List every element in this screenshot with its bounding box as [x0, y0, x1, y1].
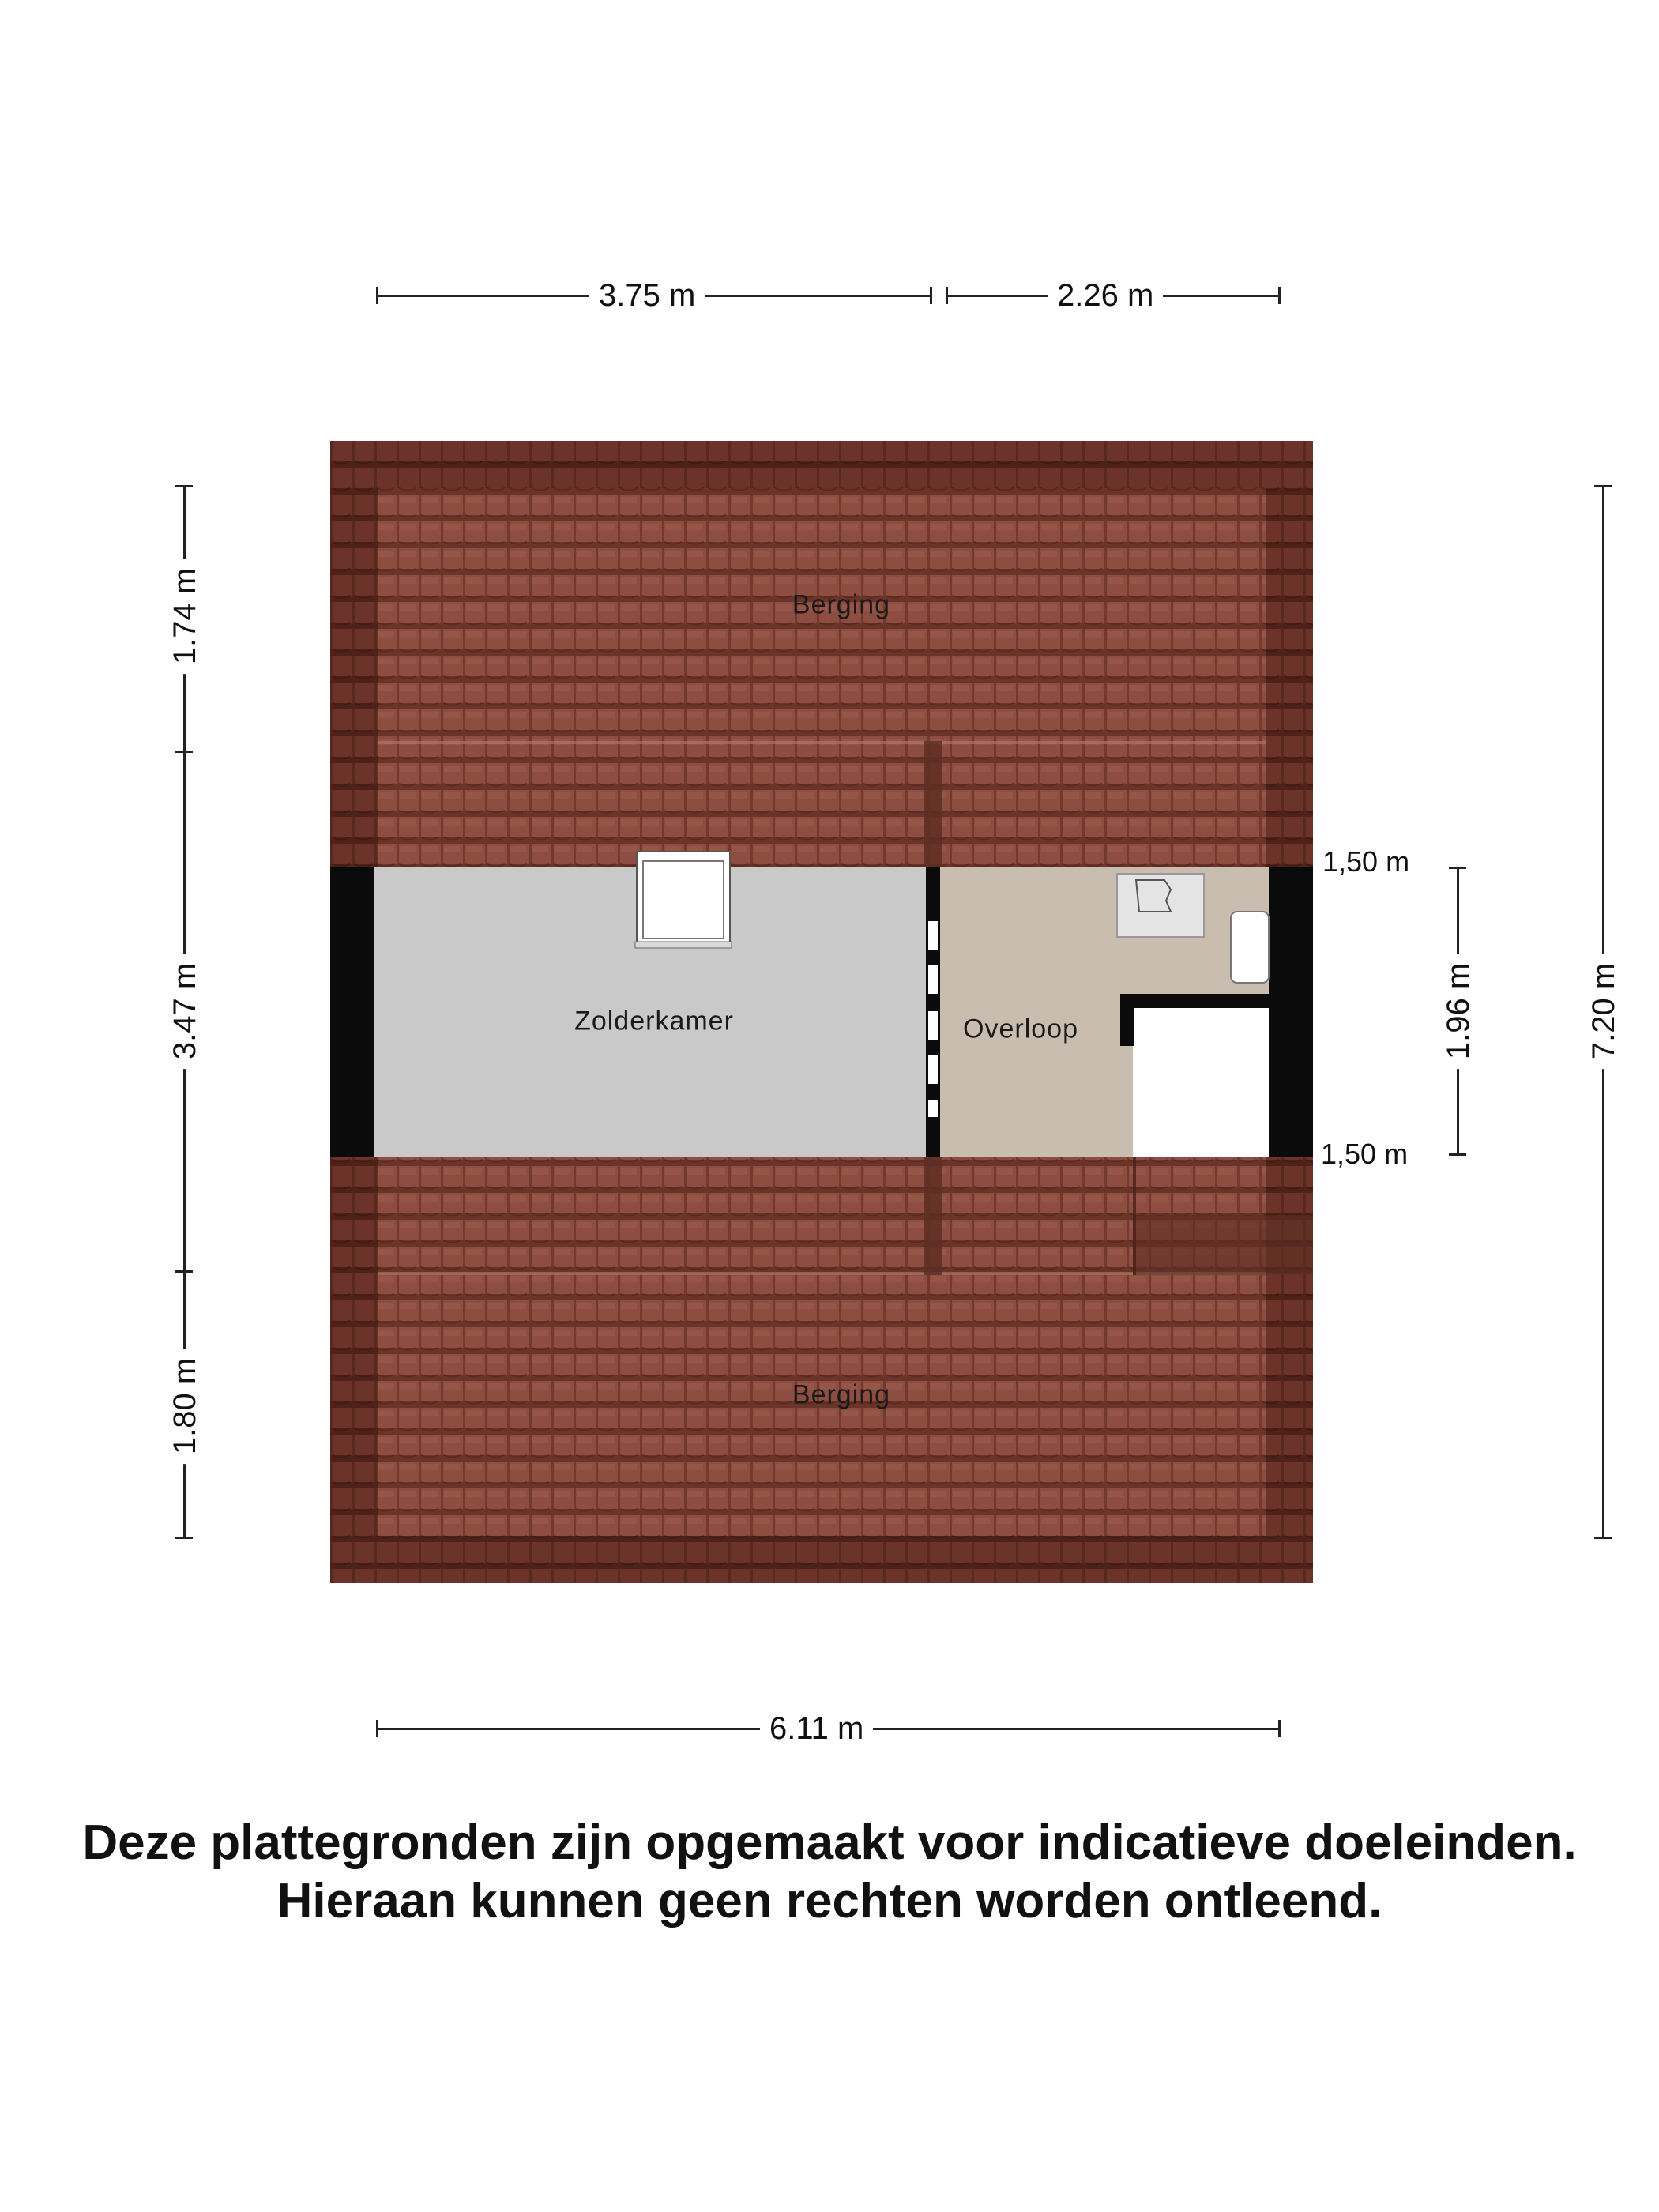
- room-label-overloop: Overloop: [963, 1014, 1078, 1044]
- roof-bottom-berging: [330, 1157, 1313, 1583]
- wall-left: [330, 867, 374, 1157]
- overloop-chair: [1231, 912, 1269, 983]
- room-label-berging-bottom: Berging: [792, 1379, 891, 1410]
- disclaimer-line-1: Deze plattegronden zijn opgemaakt voor indicatieve doeleinden.: [82, 1815, 1577, 1870]
- stair-opening: [1120, 994, 1269, 1157]
- dimension-top-right-label: 2.26 m: [1048, 276, 1163, 314]
- room-label-zolderkamer: Zolderkamer: [574, 1006, 734, 1036]
- wall-right: [1269, 867, 1313, 1157]
- overloop-cabinet: [1117, 874, 1204, 937]
- wall-partition: [926, 867, 940, 1157]
- dimension-right-total-label: 7.20 m: [1585, 954, 1623, 1069]
- roof-window: [635, 852, 732, 948]
- floor-plan: [330, 441, 1313, 1583]
- dimension-right-inner-label: 1.96 m: [1439, 954, 1477, 1069]
- level-label-lower: 1,50 m: [1321, 1138, 1409, 1170]
- dimension-top-left-label: 3.75 m: [589, 276, 705, 314]
- level-label-upper: 1,50 m: [1322, 845, 1410, 878]
- dimension-left-middle-label: 3.47 m: [166, 954, 204, 1069]
- room-label-berging-top: Berging: [792, 589, 891, 620]
- dimension-left-top-label: 1.74 m: [166, 559, 204, 674]
- dimension-left-bottom-label: 1.80 m: [166, 1349, 204, 1464]
- dimension-bottom-label: 6.11 m: [760, 1710, 873, 1747]
- disclaimer-line-2: Hieraan kunnen geen rechten worden ontleend.: [276, 1874, 1382, 1928]
